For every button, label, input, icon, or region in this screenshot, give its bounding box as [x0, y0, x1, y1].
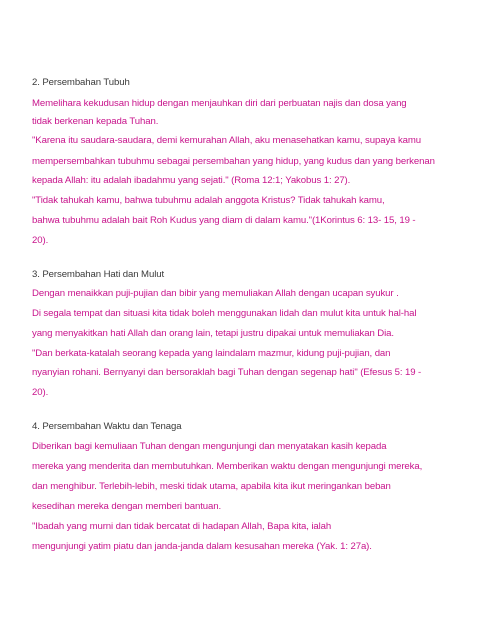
paragraph-line: tidak berkenan kepada Tuhan.	[32, 116, 159, 127]
section-heading: 3. Persembahan Hati dan Mulut	[32, 269, 165, 280]
paragraph-line: "Karena itu saudara-saudara, demi kemurahan Allah, aku menasehatkan kamu, supaya kamu	[32, 135, 422, 146]
paragraph-line: bahwa tubuhmu adalah bait Roh Kudus yang diam di dalam kamu."(1Korintus 6: 13- 15, 19 -	[32, 215, 416, 226]
paragraph-line: mempersembahkan tubuhmu sebagai persembahan yang hidup, yang kudus dan yang berkenan	[32, 156, 435, 167]
paragraph-line: "Dan berkata-katalah seorang kepada yang laindalam mazmur, kidung puji-pujian, dan	[32, 348, 391, 359]
paragraph-line: nyanyian rohani. Bernyanyi dan bersoraklah bagi Tuhan dengan segenap hati" (Efesus 5: 19 -	[32, 367, 422, 378]
paragraph-line: kepada Allah: itu adalah ibadahmu yang sejati." (Roma 12:1; Yakobus 1: 27).	[32, 175, 351, 186]
paragraph-line: Diberikan bagi kemuliaan Tuhan dengan mengunjungi dan menyatakan kasih kepada	[32, 441, 387, 452]
paragraph-line: mengunjungi yatim piatu dan janda-janda dalam kesusahan mereka (Yak. 1: 27a).	[32, 541, 372, 552]
paragraph-line: mereka yang menderita dan membutuhkan. Memberikan waktu dengan mengunjungi mereka,	[32, 461, 423, 472]
paragraph-line: Di segala tempat dan situasi kita tidak boleh menggunakan lidah dan mulut kita untuk hal-hal	[32, 308, 417, 319]
section-heading: 2. Persembahan Tubuh	[32, 77, 130, 88]
paragraph-line: dan menghibur. Terlebih-lebih, meski tidak utama, apabila kita ikut meringankan beban	[32, 481, 391, 492]
paragraph-line: Memelihara kekudusan hidup dengan menjauhkan diri dari perbuatan najis dan dosa yang	[32, 98, 407, 109]
paragraph-line: "Ibadah yang murni dan tidak bercatat di hadapan Allah, Bapa kita, ialah	[32, 521, 332, 532]
paragraph-line: Dengan menaikkan puji-pujian dan bibir yang memuliakan Allah dengan ucapan syukur .	[32, 288, 399, 299]
paragraph-line: "Tidak tahukah kamu, bahwa tubuhmu adalah anggota Kristus? Tidak tahukah kamu,	[32, 195, 385, 206]
paragraph-line: 20).	[32, 387, 49, 398]
paragraph-line: yang menyakitkan hati Allah dan orang lain, tetapi justru dipakai untuk memuliakan Dia.	[32, 328, 394, 339]
section-heading: 4. Persembahan Waktu dan Tenaga	[32, 421, 182, 432]
paragraph-line: kesedihan mereka dengan memberi bantuan.	[32, 501, 222, 512]
paragraph-line: 20).	[32, 235, 49, 246]
